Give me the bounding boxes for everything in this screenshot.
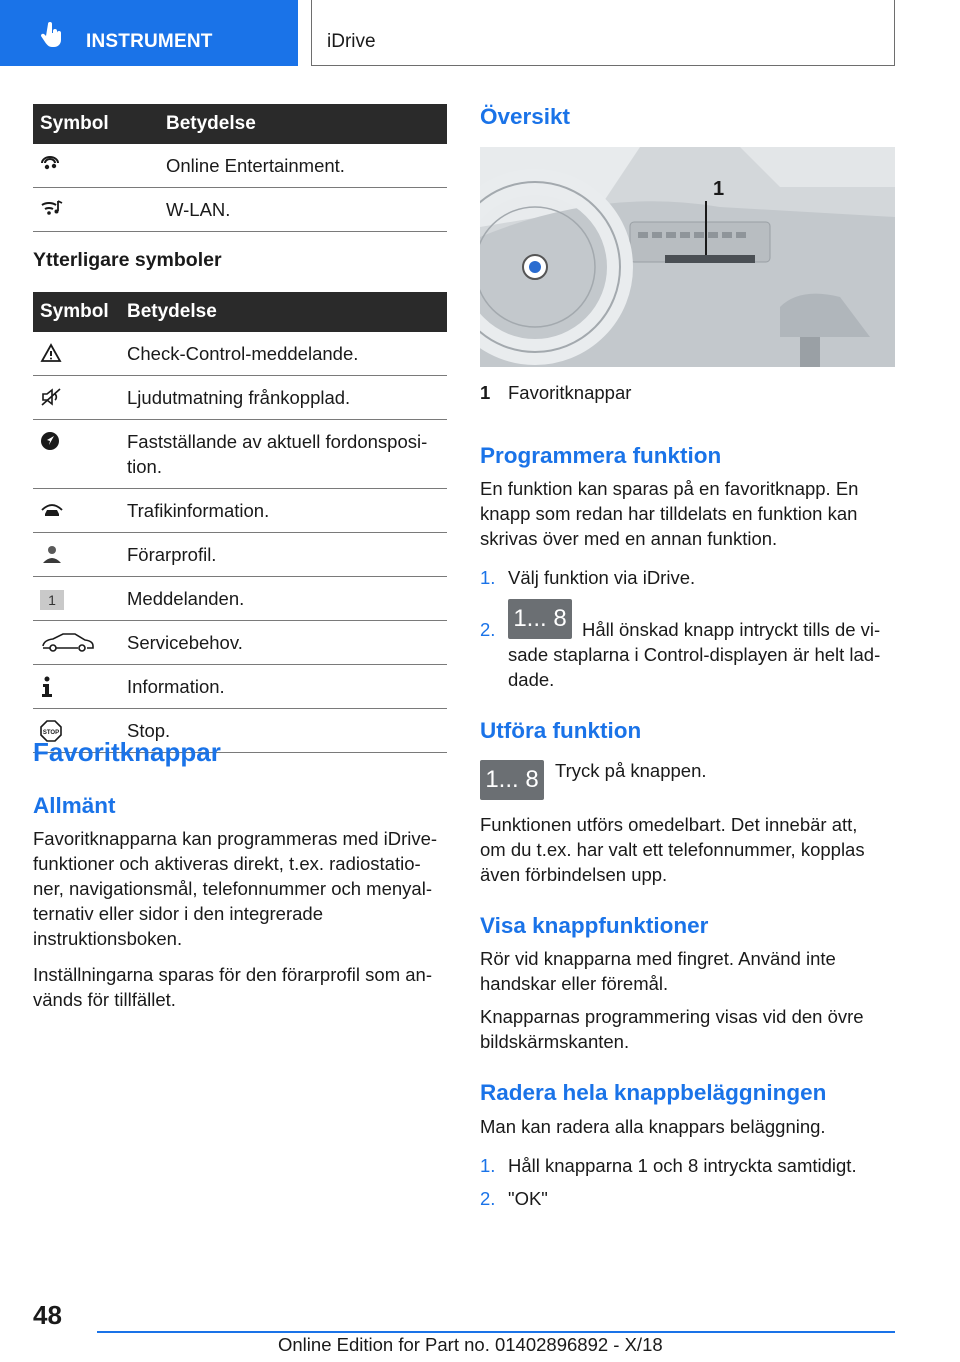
message-badge-count: 1 xyxy=(48,592,56,608)
table-row xyxy=(33,332,447,376)
chapter-tab-label: INSTRUMENT xyxy=(86,31,213,52)
table-header-row xyxy=(33,292,447,332)
table-row xyxy=(33,665,447,709)
wlan-icon xyxy=(40,199,64,217)
section-header xyxy=(311,0,895,66)
footer-divider xyxy=(97,1331,895,1333)
table-cell-meaning: Information. xyxy=(120,665,447,709)
stop-sign-text: STOP xyxy=(42,730,60,736)
table-cell-meaning: Online Entertainment. xyxy=(159,144,447,188)
table-cell-meaning: Stop. xyxy=(120,709,447,753)
legend-text: Favoritknappar xyxy=(508,382,632,403)
table-cell-meaning: Servicebehov. xyxy=(120,621,447,665)
driver-profile-icon xyxy=(40,544,64,564)
message-badge-icon xyxy=(40,590,64,610)
table-cell-meaning: Förarprofil. xyxy=(120,533,447,577)
section-title-favorites: Favoritknappar xyxy=(33,737,221,767)
table-cell-meaning: Check-Control-meddelande. xyxy=(120,332,447,376)
table-header-symbol: Symbol xyxy=(33,292,120,332)
page-number: 48 xyxy=(33,1300,62,1330)
warning-triangle-icon xyxy=(40,343,62,363)
dashboard-illustration-drawing xyxy=(480,147,895,367)
table-row xyxy=(33,621,447,665)
subsection-overview: Översikt xyxy=(480,104,571,129)
delete-step-1: 1. Håll knapparna 1 och 8 intryckta samtidigt. xyxy=(480,1155,857,1176)
traffic-car-icon xyxy=(40,500,64,518)
subsection-general: Allmänt xyxy=(33,793,116,818)
subsection-execute: Utföra funktion xyxy=(480,718,642,743)
table-row xyxy=(33,489,447,533)
subsection-show: Visa knappfunktioner xyxy=(480,913,709,938)
execute-text: Tryck på knappen. xyxy=(555,760,707,781)
more-symbols-heading: Ytterligare symboler xyxy=(33,249,222,271)
section-header-label: iDrive xyxy=(327,31,376,52)
paragraph-general-1: Favoritknapparna kan programmeras med iDrive- funktioner och aktiveras direkt, t.ex. radiostatio- ner, navigationsmål, telefonnummer och menyal- ternativ eller sidor i den integrerade instruktionsboken. xyxy=(33,828,438,949)
symbol-table-2 xyxy=(33,292,447,753)
favorite-key-icon: 1... 8 xyxy=(480,760,544,800)
table-row xyxy=(33,376,447,420)
online-entertainment-icon xyxy=(40,155,60,173)
favorite-key-icon: 1... 8 xyxy=(508,599,572,639)
hand-pointer-icon xyxy=(40,22,64,48)
paragraph-delete: Man kan radera alla knappars beläggning. xyxy=(480,1116,826,1137)
table-row xyxy=(33,144,447,188)
figure-legend xyxy=(480,380,895,405)
table-cell-meaning: Trafikinformation. xyxy=(120,489,447,533)
paragraph-program: En funktion kan sparas på en favoritknapp. En knapp som redan har tilldelats en funktion kan skrivas över med en annan funktion. xyxy=(480,478,859,549)
table-header-symbol: Symbol xyxy=(33,104,159,144)
subsection-program: Programmera funktion xyxy=(480,443,722,468)
paragraph-show-2: Knapparnas programmering visas vid den övre bildskärmskanten. xyxy=(480,1006,864,1052)
table-row xyxy=(33,420,447,489)
table-row xyxy=(33,188,447,232)
position-arrow-icon xyxy=(40,431,60,451)
chapter-tab[interactable] xyxy=(0,0,298,66)
delete-step-2: 2. "OK" xyxy=(480,1188,548,1209)
paragraph-general-2: Inställningarna sparas för den förarprofil som an- vänds för tillfället. xyxy=(33,964,432,1010)
table-cell-meaning-line: tion. xyxy=(127,456,162,477)
table-row xyxy=(33,577,447,621)
legend-number: 1 xyxy=(480,382,491,403)
symbol-table-1 xyxy=(33,104,447,232)
subsection-delete: Radera hela knappbeläggningen xyxy=(480,1080,827,1105)
paragraph-show-1: Rör vid knapparna med fingret. Använd inte handskar eller föremål. xyxy=(480,948,836,994)
dashboard-illustration xyxy=(480,147,895,367)
service-car-icon xyxy=(40,632,96,652)
table-row xyxy=(33,533,447,577)
figure-callout-1: 1 xyxy=(713,178,725,200)
table-cell-meaning-line: Fastställande av aktuell fordonsposi- xyxy=(127,431,428,452)
table-cell-meaning: W-LAN. xyxy=(159,188,447,232)
table-header-meaning: Betydelse xyxy=(120,292,447,332)
table-cell-meaning: Meddelanden. xyxy=(120,577,447,621)
program-step-1: 1. Välj funktion via iDrive. xyxy=(480,567,696,588)
table-cell-meaning: Ljudutmatning frånkopplad. xyxy=(120,376,447,420)
footer-edition: Online Edition for Part no. 01402896892 - X/18 xyxy=(278,1334,663,1355)
table-header-meaning: Betydelse xyxy=(159,104,447,144)
speaker-muted-icon xyxy=(40,387,62,407)
table-header-row xyxy=(33,104,447,144)
info-icon xyxy=(40,676,54,698)
paragraph-execute: Funktionen utförs omedelbart. Det innebär att, om du t.ex. har valt ett telefonnummer, kopplas även förbindelsen upp. xyxy=(480,814,865,885)
